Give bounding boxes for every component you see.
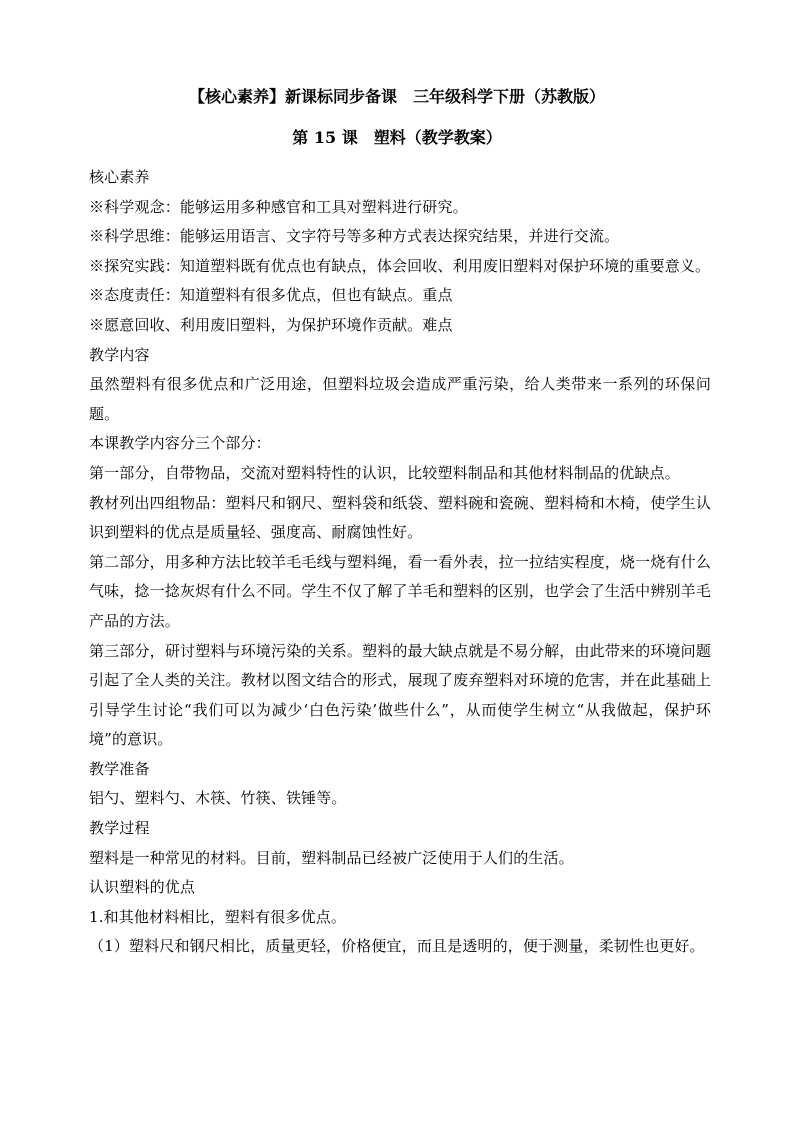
paragraph: 铝勺、塑料勺、木筷、竹筷、铁锤等。 [89, 789, 347, 808]
paragraph: ※科学观念：能够运用多种感官和工具对塑料进行研究。 [89, 197, 468, 216]
paragraph: 第三部分，研讨塑料与环境污染的关系。塑料的最大缺点就是不易分解，由此带来的环境问题引起了全人类的关注。教材以图文结合的形式，展现了废弃塑料对环境的危害，并在此基础上引导学生讨论“我们可以为减少‘白色污染’做些什么”，从而使学生树立“从我做起，保护环境”的意识。 [89, 641, 711, 749]
paragraph: 第一部分，自带物品，交流对塑料特性的认识，比较塑料制品和其他材料制品的优缺点。 [89, 463, 680, 482]
paragraph: 第二部分，用多种方法比较羊毛毛线与塑料绳，看一看外表，拉一拉结实程度，烧一烧有什么气味，捻一捻灰烬有什么不同。学生不仅了解了羊毛和塑料的区别，也学会了生活中辨别羊毛产品的方法。 [89, 552, 711, 630]
lesson-title: 第 15 课 塑料（教学教案） [292, 128, 502, 147]
paragraph: ※探究实践：知道塑料既有优点也有缺点，体会回收、利用废旧塑料对保护环境的重要意义。 [89, 256, 711, 275]
section-heading-core-literacy: 核心素养 [89, 168, 150, 186]
paragraph: （1）塑料尺和钢尺相比，质量更轻，价格便宜，而且是透明的，便于测量，柔韧性也更好。 [89, 937, 705, 956]
section-heading-teaching-process: 教学过程 [89, 819, 150, 838]
paragraph: 教材列出四组物品：塑料尺和钢尺、塑料袋和纸袋、塑料碗和瓷碗、塑料椅和木椅，使学生认识到塑料的优点是质量轻、强度高、耐腐蚀性好。 [89, 493, 711, 542]
paragraph: ※科学思维：能够运用语言、文字符号等多种方式表达探究结果，并进行交流。 [89, 227, 620, 246]
document-title: 【核心素养】新课标同步备课 三年级科学下册（苏教版） [188, 87, 605, 106]
paragraph: 1.和其他材料相比，塑料有很多优点。 [89, 907, 347, 926]
section-heading-teaching-content: 教学内容 [89, 345, 150, 364]
section-heading-teaching-preparation: 教学准备 [89, 759, 150, 778]
section-heading-plastic-advantages: 认识塑料的优点 [89, 878, 196, 897]
paragraph: ※态度责任：知道塑料有很多优点，但也有缺点。重点 [89, 286, 453, 305]
paragraph: 塑料是一种常见的材料。目前，塑料制品已经被广泛使用于人们的生活。 [89, 848, 574, 867]
document-body [89, 163, 711, 962]
paragraph: ※愿意回收、利用废旧塑料，为保护环境作贡献。难点 [89, 315, 453, 334]
paragraph: 本课教学内容分三个部分： [89, 434, 271, 453]
paragraph: 虽然塑料有很多优点和广泛用途，但塑料垃圾会造成严重污染，给人类带来一系列的环保问题。 [89, 375, 711, 423]
